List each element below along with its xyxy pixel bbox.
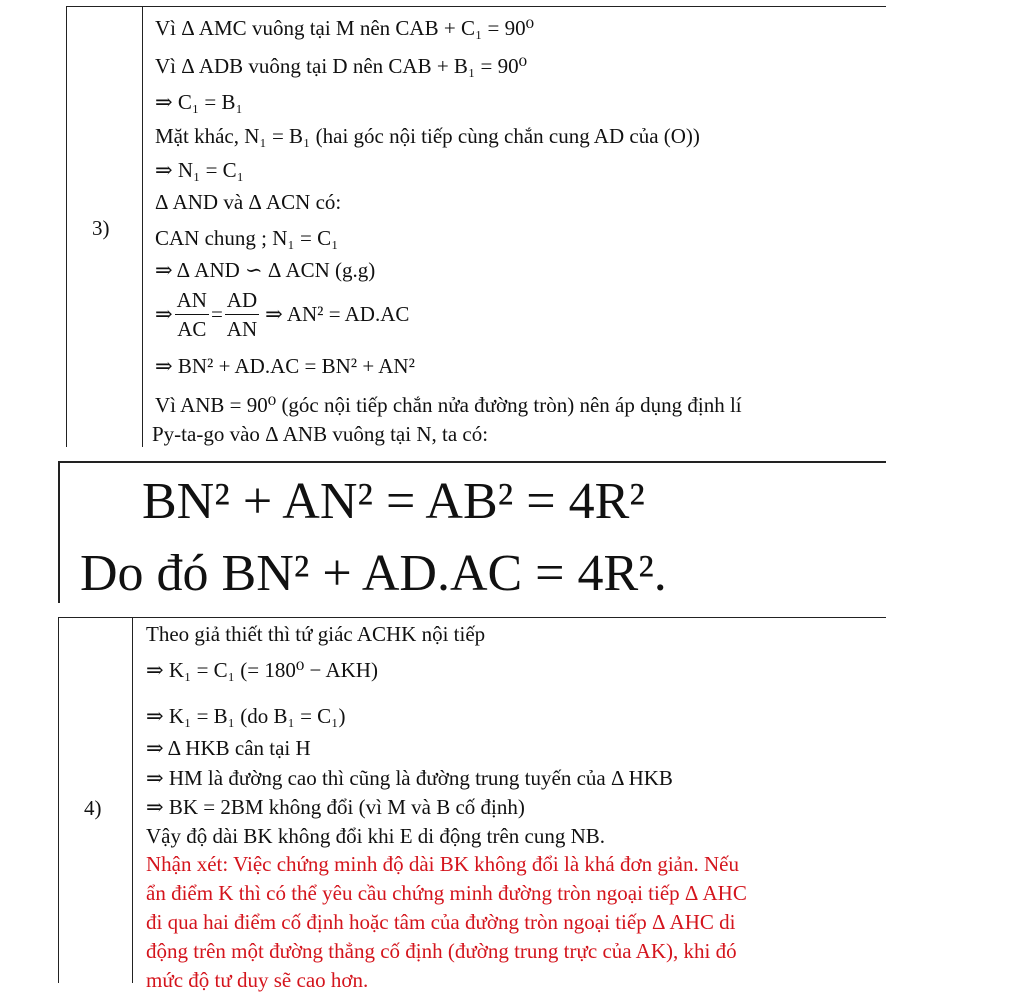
- implies-arrow: ⇒: [155, 302, 173, 326]
- s4-line-4: ⇒ HM là đường cao thì cũng là đường trung tuyến của Δ HKB: [146, 766, 673, 790]
- s4-line-0: Theo giả thiết thì tứ giác ACHK nội tiếp: [146, 622, 486, 646]
- equation-2: Do đó BN² + AD.AC = 4R².: [80, 545, 667, 602]
- s4-line-2: ⇒ K₁ = B₁ (do B₁ = C₁): [146, 704, 346, 728]
- s3-line-7: ⇒ Δ AND ∽ Δ ACN (g.g): [155, 258, 376, 282]
- remark-line-0: Nhận xét: Việc chứng minh độ dài BK không đổi là khá đơn giản. Nếu: [146, 852, 739, 876]
- equals-sign: =: [210, 302, 223, 326]
- s3-line-11: Py-ta-go vào Δ ANB vuông tại N, ta có:: [152, 422, 489, 446]
- s3-line-1: Vì Δ ADB vuông tại D nên CAB + B₁ = 90⁰: [155, 54, 528, 78]
- s3-line-10: Vì ANB = 90⁰ (góc nội tiếp chắn nửa đường tròn) nên áp dụng định lí: [155, 393, 742, 417]
- s4-line-1: ⇒ K₁ = C₁ (= 180⁰ − AKH): [146, 658, 378, 682]
- s3-left-border: [66, 6, 67, 447]
- fraction-an-ac: [175, 286, 209, 343]
- equation-1: BN² + AN² = AB² = 4R²: [142, 473, 645, 530]
- s4-top-border: [58, 617, 886, 618]
- s4-line-5: ⇒ BK = 2BM không đổi (vì M và B cố định): [146, 795, 525, 819]
- s4-label: 4): [84, 796, 102, 820]
- frac2-denominator: AN: [226, 317, 258, 341]
- s4-line-6: Vậy độ dài BK không đổi khi E di động trên cung NB.: [146, 824, 606, 848]
- s3-line-2: ⇒ C₁ = B₁: [155, 90, 243, 114]
- frac1-numerator: AN: [175, 286, 209, 315]
- fraction-ad-an: [225, 286, 259, 343]
- s3-label: 3): [92, 216, 110, 240]
- s3-line-9: ⇒ BN² + AD.AC = BN² + AN²: [155, 354, 415, 378]
- s3-divider: [142, 6, 143, 447]
- frac2-numerator: AD: [225, 286, 259, 315]
- middle-left-border: [58, 461, 60, 603]
- remark-line-2: đi qua hai điểm cố định hoặc tâm của đường tròn ngoại tiếp Δ AHC di: [146, 910, 736, 934]
- s3-line-3: Mặt khác, N₁ = B₁ (hai góc nội tiếp cùng chắn cung AD của (O)): [155, 124, 700, 148]
- s3-top-border: [66, 6, 886, 7]
- s3-line-4: ⇒ N₁ = C₁: [155, 158, 245, 182]
- s4-divider: [132, 617, 133, 983]
- frac1-denominator: AC: [177, 317, 207, 341]
- remark-line-4: mức độ tư duy sẽ cao hơn.: [146, 968, 369, 992]
- s3-line-5: Δ AND và Δ ACN có:: [155, 190, 342, 214]
- s3-fraction-line: [155, 286, 409, 343]
- s3-line-6: CAN chung ; N₁ = C₁: [155, 226, 339, 250]
- s4-line-3: ⇒ Δ HKB cân tại H: [146, 736, 311, 760]
- s3-line-0: Vì Δ AMC vuông tại M nên CAB + C₁ = 90⁰: [155, 16, 535, 40]
- frac-result: ⇒ AN² = AD.AC: [265, 302, 410, 326]
- remark-line-3: động trên một đường thẳng cố định (đường trung trực của AK), khi đó: [146, 939, 737, 963]
- s4-left-border: [58, 617, 59, 983]
- remark-line-1: ẩn điểm K thì có thể yêu cầu chứng minh đường tròn ngoại tiếp Δ AHC: [146, 881, 747, 905]
- middle-top-border: [58, 461, 886, 463]
